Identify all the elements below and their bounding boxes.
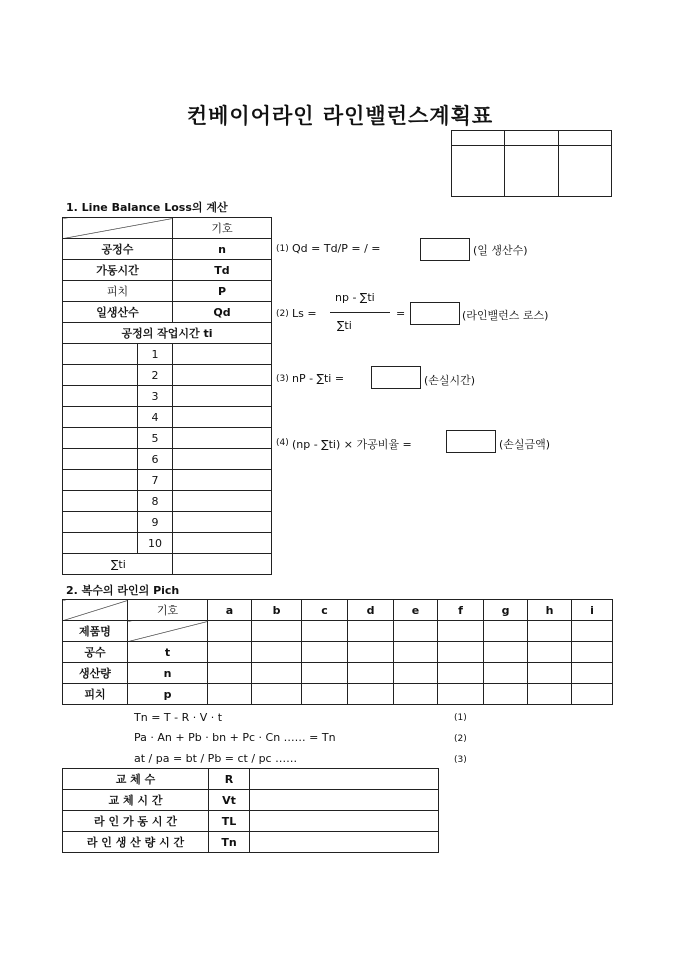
data-cell[interactable] — [348, 663, 394, 684]
row-symbol: t — [128, 642, 208, 663]
process-name-cell[interactable] — [63, 470, 138, 491]
process-number: 6 — [138, 449, 173, 470]
row-symbol: n — [128, 663, 208, 684]
data-cell[interactable] — [484, 684, 528, 705]
formula4-number: (4) — [276, 438, 289, 448]
row-label: 가동시간 — [63, 260, 173, 281]
data-cell[interactable] — [208, 642, 252, 663]
formula2-denominator: ∑ti — [337, 319, 352, 332]
value-cell[interactable] — [250, 811, 439, 832]
process-name-cell[interactable] — [63, 449, 138, 470]
process-name-cell[interactable] — [63, 533, 138, 554]
row-symbol: n — [173, 239, 272, 260]
approval-cell[interactable] — [452, 146, 505, 197]
row-label: 일생산수 — [63, 302, 173, 323]
process-time-cell[interactable] — [173, 449, 272, 470]
data-cell[interactable] — [302, 663, 348, 684]
formula1: Qd = Td/P = / = — [292, 242, 381, 255]
data-cell[interactable] — [348, 684, 394, 705]
value-cell[interactable] — [250, 832, 439, 853]
formula2-result-box[interactable] — [410, 302, 460, 325]
equation2-number: (2) — [454, 734, 467, 744]
data-cell[interactable] — [572, 621, 613, 642]
col-header-e: e — [394, 600, 438, 621]
data-cell[interactable] — [572, 663, 613, 684]
row-label: 교 체 시 간 — [63, 790, 209, 811]
process-time-cell[interactable] — [173, 365, 272, 386]
process-time-cell[interactable] — [173, 428, 272, 449]
process-number: 1 — [138, 344, 173, 365]
process-number: 4 — [138, 407, 173, 428]
data-cell[interactable] — [348, 642, 394, 663]
data-cell[interactable] — [572, 642, 613, 663]
formula1-number: (1) — [276, 244, 289, 254]
formula1-result-label: (일 생산수) — [473, 244, 528, 257]
equation1-number: (1) — [454, 713, 467, 723]
process-name-cell[interactable] — [63, 512, 138, 533]
formula3-number: (3) — [276, 374, 289, 384]
row-symbol: R — [209, 769, 250, 790]
col-header-h: h — [528, 600, 572, 621]
data-cell[interactable] — [348, 621, 394, 642]
approval-box — [451, 130, 612, 197]
col-header-c: c — [302, 600, 348, 621]
row-symbol: P — [173, 281, 272, 302]
approval-cell[interactable] — [505, 146, 558, 197]
formula2-number: (2) — [276, 309, 289, 319]
col-header-d: d — [348, 600, 394, 621]
equation3-number: (3) — [454, 755, 467, 765]
formula2-equals: = — [396, 307, 406, 320]
row-label: 공수 — [63, 642, 128, 663]
formula2-lhs: Ls = — [292, 307, 317, 320]
data-cell[interactable] — [252, 684, 302, 705]
row-label: 교 체 수 — [63, 769, 209, 790]
row-label: 공정수 — [63, 239, 173, 260]
sum-label: ∑ti — [63, 554, 173, 575]
data-cell[interactable] — [302, 621, 348, 642]
equation1: Tn = T - R · V · t — [134, 711, 223, 724]
row-label: 제품명 — [63, 621, 128, 642]
formula3: nP - ∑ti = — [292, 372, 345, 385]
symbol-header: 기호 — [173, 218, 272, 239]
process-time-cell[interactable] — [173, 386, 272, 407]
formula2-result-label: (라인밸런스 로스) — [462, 309, 549, 322]
data-cell[interactable] — [528, 642, 572, 663]
row-label: 라 인 생 산 량 시 간 — [63, 832, 209, 853]
data-cell[interactable] — [438, 684, 484, 705]
row-symbol: TL — [209, 811, 250, 832]
data-cell[interactable] — [438, 663, 484, 684]
process-number: 3 — [138, 386, 173, 407]
process-time-cell[interactable] — [173, 470, 272, 491]
section2-heading: 2. 복수의 라인의 Pich — [66, 584, 180, 597]
process-number: 5 — [138, 428, 173, 449]
col-header-a: a — [208, 600, 252, 621]
process-name-cell[interactable] — [63, 365, 138, 386]
data-cell[interactable] — [572, 684, 613, 705]
data-cell[interactable] — [528, 621, 572, 642]
data-cell[interactable] — [484, 663, 528, 684]
row-symbol-diagonal — [128, 621, 208, 642]
col-header-f: f — [438, 600, 484, 621]
process-name-cell[interactable] — [63, 407, 138, 428]
data-cell[interactable] — [252, 663, 302, 684]
data-cell[interactable] — [394, 621, 438, 642]
row-symbol: Td — [173, 260, 272, 281]
header-diagonal-cell — [63, 218, 173, 239]
section1-heading: 1. Line Balance Loss의 계산 — [66, 201, 228, 214]
header-diagonal-cell — [63, 600, 128, 621]
process-number: 7 — [138, 470, 173, 491]
data-cell[interactable] — [208, 663, 252, 684]
process-name-cell[interactable] — [63, 344, 138, 365]
formula4: (np - ∑ti) × 가공비율 = — [292, 438, 412, 451]
process-number: 8 — [138, 491, 173, 512]
data-cell[interactable] — [208, 684, 252, 705]
formula3-result-label: (손실시간) — [424, 374, 476, 387]
col-header-g: g — [484, 600, 528, 621]
data-cell[interactable] — [302, 684, 348, 705]
fraction-bar — [330, 312, 390, 313]
row-label: 라 인 가 동 시 간 — [63, 811, 209, 832]
formula1-result-box[interactable] — [420, 238, 470, 261]
value-cell[interactable] — [250, 790, 439, 811]
process-name-cell[interactable] — [63, 491, 138, 512]
formula2-numerator: np - ∑ti — [335, 291, 375, 304]
sum-cell[interactable] — [173, 554, 272, 575]
data-cell[interactable] — [394, 642, 438, 663]
pitch-table — [62, 599, 613, 705]
line-operation-table — [62, 768, 439, 853]
col-header-b: b — [252, 600, 302, 621]
formula4-result-label: (손실금액) — [499, 438, 551, 451]
equation2: Pa · An + Pb · bn + Pc · Cn …… = Tn — [134, 731, 336, 744]
data-cell[interactable] — [394, 684, 438, 705]
data-cell[interactable] — [208, 621, 252, 642]
row-label: 피치 — [63, 281, 173, 302]
data-cell[interactable] — [438, 642, 484, 663]
row-symbol: Tn — [209, 832, 250, 853]
data-cell[interactable] — [438, 621, 484, 642]
row-label: 피치 — [63, 684, 128, 705]
process-time-cell[interactable] — [173, 491, 272, 512]
row-symbol: Qd — [173, 302, 272, 323]
process-number: 10 — [138, 533, 173, 554]
process-time-cell[interactable] — [173, 533, 272, 554]
data-cell[interactable] — [528, 684, 572, 705]
formula4-result-box[interactable] — [446, 430, 496, 453]
data-cell[interactable] — [484, 642, 528, 663]
page-title: 컨베이어라인 라인밸런스계획표 — [186, 104, 494, 128]
process-number: 9 — [138, 512, 173, 533]
row-symbol: p — [128, 684, 208, 705]
data-cell[interactable] — [252, 642, 302, 663]
row-symbol: Vt — [209, 790, 250, 811]
col-header-i: i — [572, 600, 613, 621]
symbol-header: 기호 — [128, 600, 208, 621]
data-cell[interactable] — [528, 663, 572, 684]
worktime-label: 공정의 작업시간 ti — [63, 323, 272, 344]
equation3: at / pa = bt / Pb = ct / pc …… — [134, 752, 298, 765]
process-number: 2 — [138, 365, 173, 386]
row-label: 생산량 — [63, 663, 128, 684]
line-balance-table — [62, 217, 272, 575]
process-time-cell[interactable] — [173, 344, 272, 365]
process-name-cell[interactable] — [63, 386, 138, 407]
process-time-cell[interactable] — [173, 407, 272, 428]
data-cell[interactable] — [302, 642, 348, 663]
value-cell[interactable] — [250, 769, 439, 790]
process-time-cell[interactable] — [173, 512, 272, 533]
formula3-result-box[interactable] — [371, 366, 421, 389]
approval-cell[interactable] — [558, 146, 611, 197]
data-cell[interactable] — [252, 621, 302, 642]
data-cell[interactable] — [394, 663, 438, 684]
process-name-cell[interactable] — [63, 428, 138, 449]
data-cell[interactable] — [484, 621, 528, 642]
